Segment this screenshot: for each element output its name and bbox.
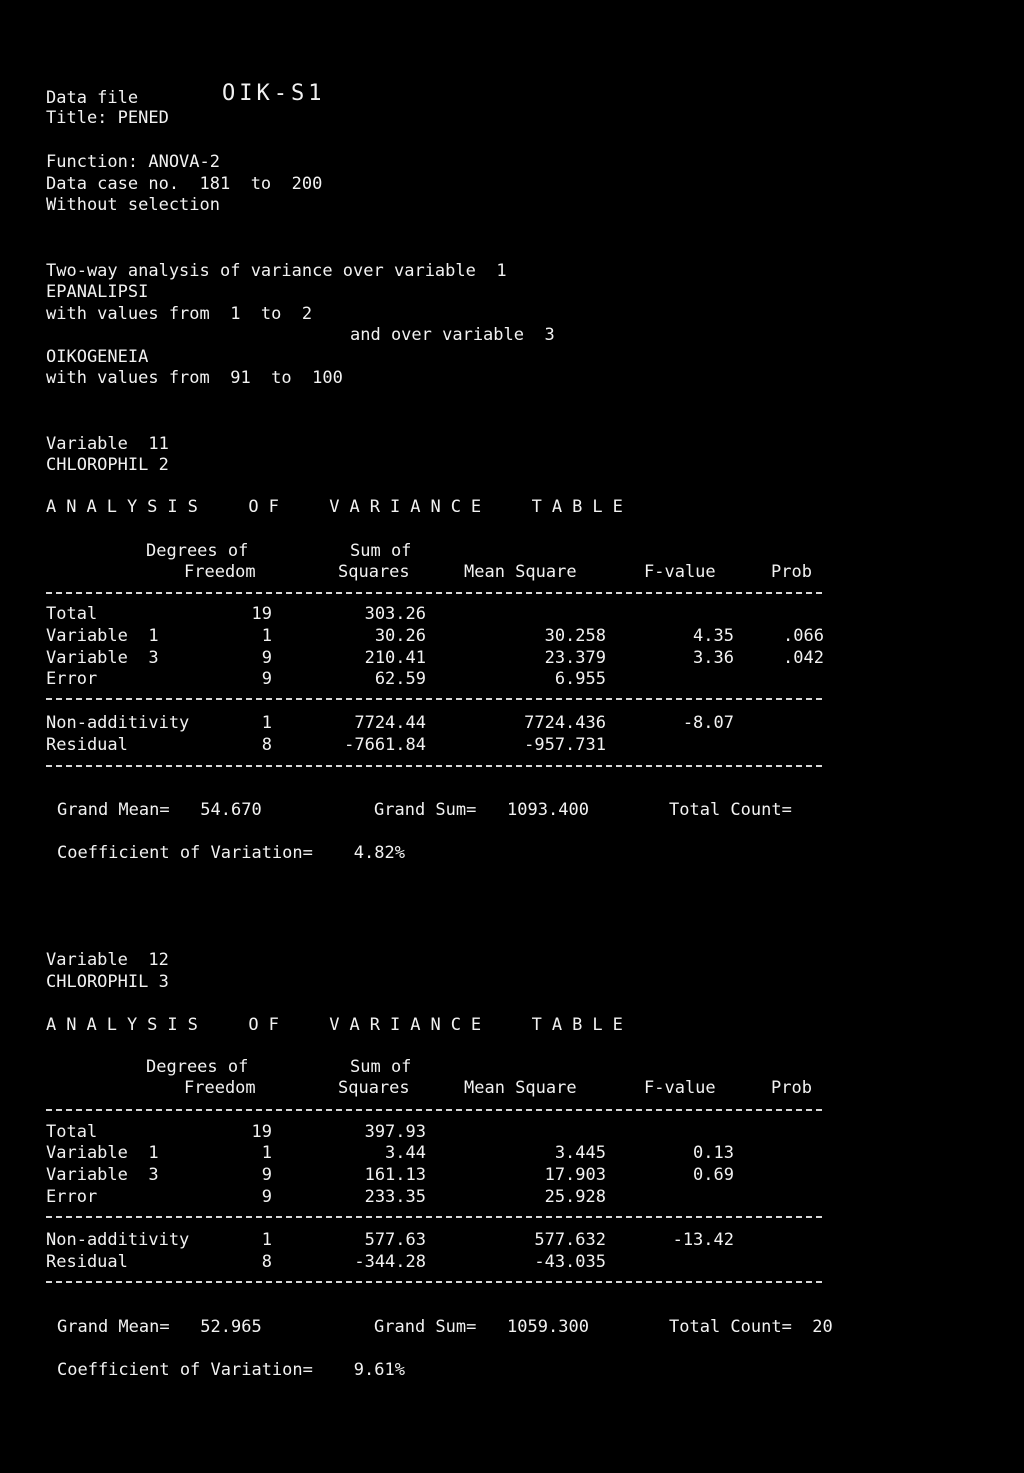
table1-residual-label: Residual — [46, 735, 128, 755]
table2-grand-sum: Grand Sum= 1059.300 — [374, 1317, 589, 1337]
table2-col-ss-bottom: Squares — [338, 1078, 410, 1098]
function-line: Function: ANOVA-2 — [46, 152, 220, 172]
data-case-line: Data case no. 181 to 200 — [46, 174, 323, 194]
table2-col-df-bottom: Freedom — [184, 1078, 256, 1098]
table2-row-ss: 161.13 — [364, 1165, 426, 1185]
description-line-4: and over variable 3 — [350, 325, 555, 345]
table1-row-prob: .042 — [783, 648, 824, 668]
table1-residual-ss: -7661.84 — [344, 735, 426, 755]
selection-line: Without selection — [46, 195, 220, 215]
table1-heading: ANALYSIS OF VARIANCE TABLE — [46, 497, 633, 517]
description-line-6: with values from 91 to 100 — [46, 368, 343, 388]
table2-row-df: 9 — [261, 1187, 272, 1207]
table2-residual-label: Residual — [46, 1252, 128, 1272]
description-line-2: EPANALIPSI — [46, 282, 149, 302]
table1-row-ms: 23.379 — [544, 648, 606, 668]
table1-col-ss-bottom: Squares — [338, 562, 410, 582]
table1-grand-sum: Grand Sum= 1093.400 — [374, 800, 589, 820]
table2-row-ss: 397.93 — [364, 1122, 426, 1142]
table1-row-ss: 30.26 — [374, 626, 426, 646]
table1-row-label: Total — [46, 604, 98, 624]
table1-nonadd-label: Non-additivity — [46, 713, 190, 733]
table2-row-df: 1 — [261, 1143, 272, 1163]
table1-residual-df: 8 — [261, 735, 272, 755]
table1-col-ms: Mean Square — [464, 562, 577, 582]
table1-row-df: 19 — [251, 604, 272, 624]
table1-col-ss-top: Sum of — [350, 541, 412, 561]
table1-coefficient-of-variation: Coefficient of Variation= 4.82% — [57, 843, 405, 863]
table1-row-f: 4.35 — [693, 626, 734, 646]
table1-variable: Variable 11 — [46, 434, 169, 454]
table1-rule-1 — [46, 592, 822, 594]
table2-residual-ms: -43.035 — [534, 1252, 606, 1272]
table1-col-prob: Prob — [771, 562, 812, 582]
table1-col-df-bottom: Freedom — [184, 562, 256, 582]
table1-nonadd-ms: 7724.436 — [524, 713, 606, 733]
table2-row-f: 0.69 — [693, 1165, 734, 1185]
table1-row-ms: 30.258 — [544, 626, 606, 646]
table2-row-label: Variable 1 — [46, 1143, 159, 1163]
table2-nonadd-df: 1 — [261, 1230, 272, 1250]
table2-nonadd-label: Non-additivity — [46, 1230, 190, 1250]
table2-row-df: 19 — [251, 1122, 272, 1142]
table2-grand-mean: Grand Mean= 52.965 — [57, 1317, 262, 1337]
table1-row-f: 3.36 — [693, 648, 734, 668]
table1-row-prob: .066 — [783, 626, 824, 646]
table1-rule-3 — [46, 765, 822, 767]
table1-row-ss: 303.26 — [364, 604, 426, 624]
table1-total-count: Total Count= — [669, 800, 792, 820]
table2-coefficient-of-variation: Coefficient of Variation= 9.61% — [57, 1360, 405, 1380]
table1-row-label: Variable 1 — [46, 626, 159, 646]
table2-nonadd-f: -13.42 — [672, 1230, 734, 1250]
table2-rule-2 — [46, 1216, 822, 1218]
table2-row-label: Variable 3 — [46, 1165, 159, 1185]
table2-col-df-top: Degrees of — [146, 1057, 249, 1077]
table2-variable: Variable 12 — [46, 950, 169, 970]
description-line-5: OIKOGENEIA — [46, 347, 149, 367]
table1-row-df: 1 — [261, 626, 272, 646]
table2-residual-df: 8 — [261, 1252, 272, 1272]
data-file-value: OIK-S1 — [222, 81, 326, 106]
table2-row-ss: 233.35 — [364, 1187, 426, 1207]
table1-row-ss: 62.59 — [374, 669, 426, 689]
table2-row-ms: 3.445 — [554, 1143, 606, 1163]
table1-col-f: F-value — [644, 562, 716, 582]
table2-row-ms: 25.928 — [544, 1187, 606, 1207]
table2-row-ms: 17.903 — [544, 1165, 606, 1185]
table2-nonadd-ms: 577.632 — [534, 1230, 606, 1250]
table2-residual-ss: -344.28 — [354, 1252, 426, 1272]
table2-row-label: Error — [46, 1187, 98, 1207]
table1-row-ss: 210.41 — [364, 648, 426, 668]
table2-row-df: 9 — [261, 1165, 272, 1185]
table2-col-ms: Mean Square — [464, 1078, 577, 1098]
table2-col-ss-top: Sum of — [350, 1057, 412, 1077]
table1-row-label: Error — [46, 669, 98, 689]
table2-col-prob: Prob — [771, 1078, 812, 1098]
table1-variable-name: CHLOROPHIL 2 — [46, 455, 169, 475]
table1-row-label: Variable 3 — [46, 648, 159, 668]
table2-rule-1 — [46, 1109, 822, 1111]
table1-col-df-top: Degrees of — [146, 541, 249, 561]
table2-row-ss: 3.44 — [385, 1143, 426, 1163]
title-line: Title: PENED — [46, 108, 169, 128]
table2-variable-name: CHLOROPHIL 3 — [46, 972, 169, 992]
table2-row-f: 0.13 — [693, 1143, 734, 1163]
description-line-3: with values from 1 to 2 — [46, 304, 313, 324]
table1-nonadd-ss: 7724.44 — [354, 713, 426, 733]
table2-nonadd-ss: 577.63 — [364, 1230, 426, 1250]
table1-row-df: 9 — [261, 669, 272, 689]
table1-residual-ms: -957.731 — [524, 735, 606, 755]
table2-rule-3 — [46, 1281, 822, 1283]
table2-total-count: Total Count= 20 — [669, 1317, 833, 1337]
description-line-1: Two-way analysis of variance over variable 1 — [46, 261, 507, 281]
table2-col-f: F-value — [644, 1078, 716, 1098]
table2-row-label: Total — [46, 1122, 98, 1142]
table1-row-ms: 6.955 — [554, 669, 606, 689]
table1-rule-2 — [46, 698, 822, 700]
table1-grand-mean: Grand Mean= 54.670 — [57, 800, 262, 820]
table1-nonadd-f: -8.07 — [682, 713, 734, 733]
table2-heading: ANALYSIS OF VARIANCE TABLE — [46, 1015, 633, 1035]
data-file-label: Data file — [46, 88, 139, 108]
table1-nonadd-df: 1 — [261, 713, 272, 733]
table1-row-df: 9 — [261, 648, 272, 668]
